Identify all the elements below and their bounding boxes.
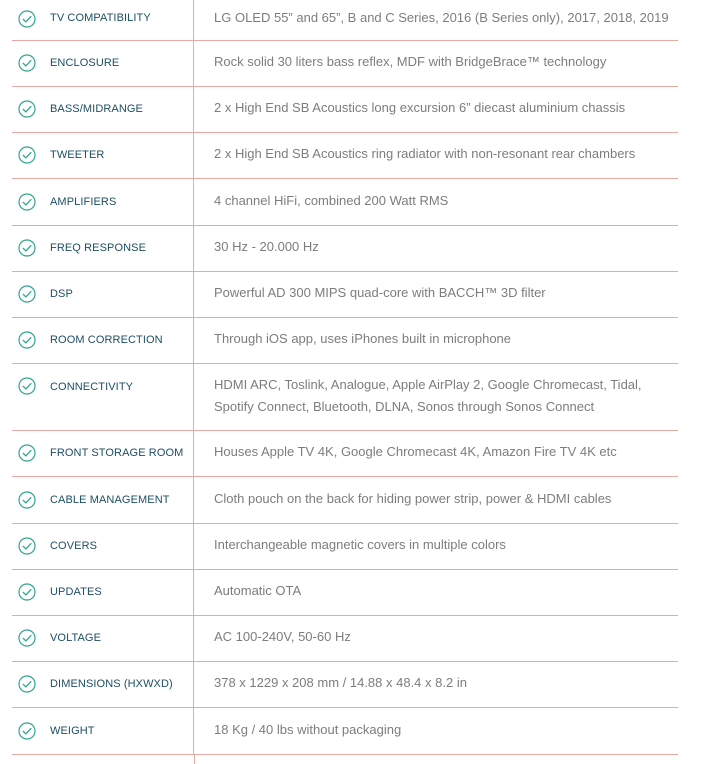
circle-check-icon	[12, 722, 36, 740]
spec-label: TV COMPATIBILITY	[50, 12, 151, 24]
spec-value-line: 30 Hz - 20.000 Hz	[214, 239, 319, 254]
spec-value-line: Powerful AD 300 MIPS quad-core with BACCH™ 3D filter	[214, 285, 546, 300]
spec-label-cell	[12, 318, 194, 363]
spec-value	[194, 318, 678, 363]
spec-label-cell	[12, 570, 194, 615]
spec-value	[194, 524, 678, 569]
spec-label-cell	[12, 524, 194, 569]
spec-label-cell	[12, 364, 194, 430]
spec-label-cell	[12, 708, 194, 754]
spec-row	[12, 272, 678, 318]
spec-value-line: Interchangeable magnetic covers in multiple colors	[214, 537, 506, 552]
spec-label: WEIGHT	[50, 725, 95, 737]
spec-label: TWEETER	[50, 149, 105, 161]
spec-label: CONNECTIVITY	[50, 381, 134, 393]
spec-row	[12, 41, 678, 87]
spec-label: FRONT STORAGE ROOM	[50, 447, 184, 459]
spec-value-line: Cloth pouch on the back for hiding power strip, power & HDMI cables	[214, 491, 612, 506]
spec-value	[194, 41, 678, 86]
spec-row	[12, 477, 678, 524]
spec-value	[194, 179, 678, 225]
spec-value-line: Houses Apple TV 4K, Google Chromecast 4K, Amazon Fire TV 4K etc	[214, 444, 617, 459]
spec-label-cell	[12, 431, 194, 476]
spec-label: DIMENSIONS (HXWXD)	[50, 678, 173, 690]
spec-value-line: Spotify Connect, Bluetooth, DLNA, Sonos through Sonos Connect	[214, 399, 595, 414]
circle-check-icon	[12, 331, 36, 349]
spec-label-cell	[12, 0, 194, 40]
spec-value	[194, 272, 678, 317]
spec-label: VOLTAGE	[50, 632, 102, 644]
spec-label-cell	[12, 133, 194, 178]
spec-row	[12, 87, 678, 133]
spec-value	[194, 226, 678, 271]
spec-value	[194, 87, 678, 132]
spec-value-line: 378 x 1229 x 208 mm / 14.88 x 48.4 x 8.2 in	[214, 675, 467, 690]
circle-check-icon	[12, 675, 36, 693]
spec-row	[12, 616, 678, 662]
spec-label-cell	[12, 662, 194, 707]
spec-value	[194, 616, 678, 661]
circle-check-icon	[12, 100, 36, 118]
spec-label: AMPLIFIERS	[50, 196, 117, 208]
spec-value-line: 4 channel HiFi, combined 200 Watt RMS	[214, 193, 449, 208]
spec-row	[12, 179, 678, 226]
spec-label: BASS/MIDRANGE	[50, 103, 143, 115]
spec-value-line: 2 x High End SB Acoustics long excursion 6” diecast aluminium chassis	[214, 100, 626, 115]
circle-check-icon	[12, 377, 36, 395]
spec-label: DSP	[50, 288, 73, 300]
spec-row	[12, 133, 678, 179]
circle-check-icon	[12, 583, 36, 601]
circle-check-icon	[12, 239, 36, 257]
spec-value	[194, 477, 678, 523]
spec-row	[12, 662, 678, 708]
spec-label-cell	[12, 179, 194, 225]
spec-value-line: Rock solid 30 liters bass reflex, MDF with BridgeBrace™ technology	[214, 54, 607, 69]
spec-value	[194, 133, 678, 178]
circle-check-icon	[12, 629, 36, 647]
spec-row	[12, 0, 678, 41]
spec-value	[194, 364, 678, 430]
spec-table	[12, 0, 678, 755]
spec-label: FREQ RESPONSE	[50, 242, 147, 254]
spec-row	[12, 524, 678, 570]
spec-value-line: Automatic OTA	[214, 583, 302, 598]
spec-row	[12, 570, 678, 616]
spec-row	[12, 318, 678, 364]
circle-check-icon	[12, 491, 36, 509]
spec-label: UPDATES	[50, 586, 102, 598]
spec-value	[194, 0, 678, 40]
spec-value-line: 18 Kg / 40 lbs without packaging	[214, 722, 402, 737]
spec-label-cell	[12, 616, 194, 661]
circle-check-icon	[12, 146, 36, 164]
spec-label: ENCLOSURE	[50, 57, 120, 69]
spec-value	[194, 662, 678, 707]
spec-value	[194, 570, 678, 615]
spec-value	[194, 431, 678, 476]
spec-value-line: HDMI ARC, Toslink, Analogue, Apple AirPlay 2, Google Chromecast, Tidal,	[214, 377, 642, 392]
spec-value-line: Through iOS app, uses iPhones built in microphone	[214, 331, 512, 346]
spec-label: ROOM CORRECTION	[50, 334, 163, 346]
spec-row	[12, 431, 678, 477]
spec-row	[12, 708, 678, 755]
spec-label-cell	[12, 87, 194, 132]
spec-value-line: LG OLED 55” and 65”, B and C Series, 2016 (B Series only), 2017, 2018, 2019	[214, 10, 669, 25]
spec-label-cell	[12, 272, 194, 317]
column-divider	[194, 754, 195, 764]
spec-row	[12, 364, 678, 431]
spec-value-line: AC 100-240V, 50-60 Hz	[214, 629, 351, 644]
circle-check-icon	[12, 54, 36, 72]
spec-label-cell	[12, 226, 194, 271]
circle-check-icon	[12, 285, 36, 303]
spec-label: CABLE MANAGEMENT	[50, 494, 170, 506]
spec-label-cell	[12, 477, 194, 523]
spec-value	[194, 708, 678, 754]
spec-label-cell	[12, 41, 194, 86]
circle-check-icon	[12, 10, 36, 28]
circle-check-icon	[12, 193, 36, 211]
spec-row	[12, 226, 678, 272]
circle-check-icon	[12, 444, 36, 462]
circle-check-icon	[12, 537, 36, 555]
spec-value-line: 2 x High End SB Acoustics ring radiator with non-resonant rear chambers	[214, 146, 636, 161]
spec-label: COVERS	[50, 540, 98, 552]
